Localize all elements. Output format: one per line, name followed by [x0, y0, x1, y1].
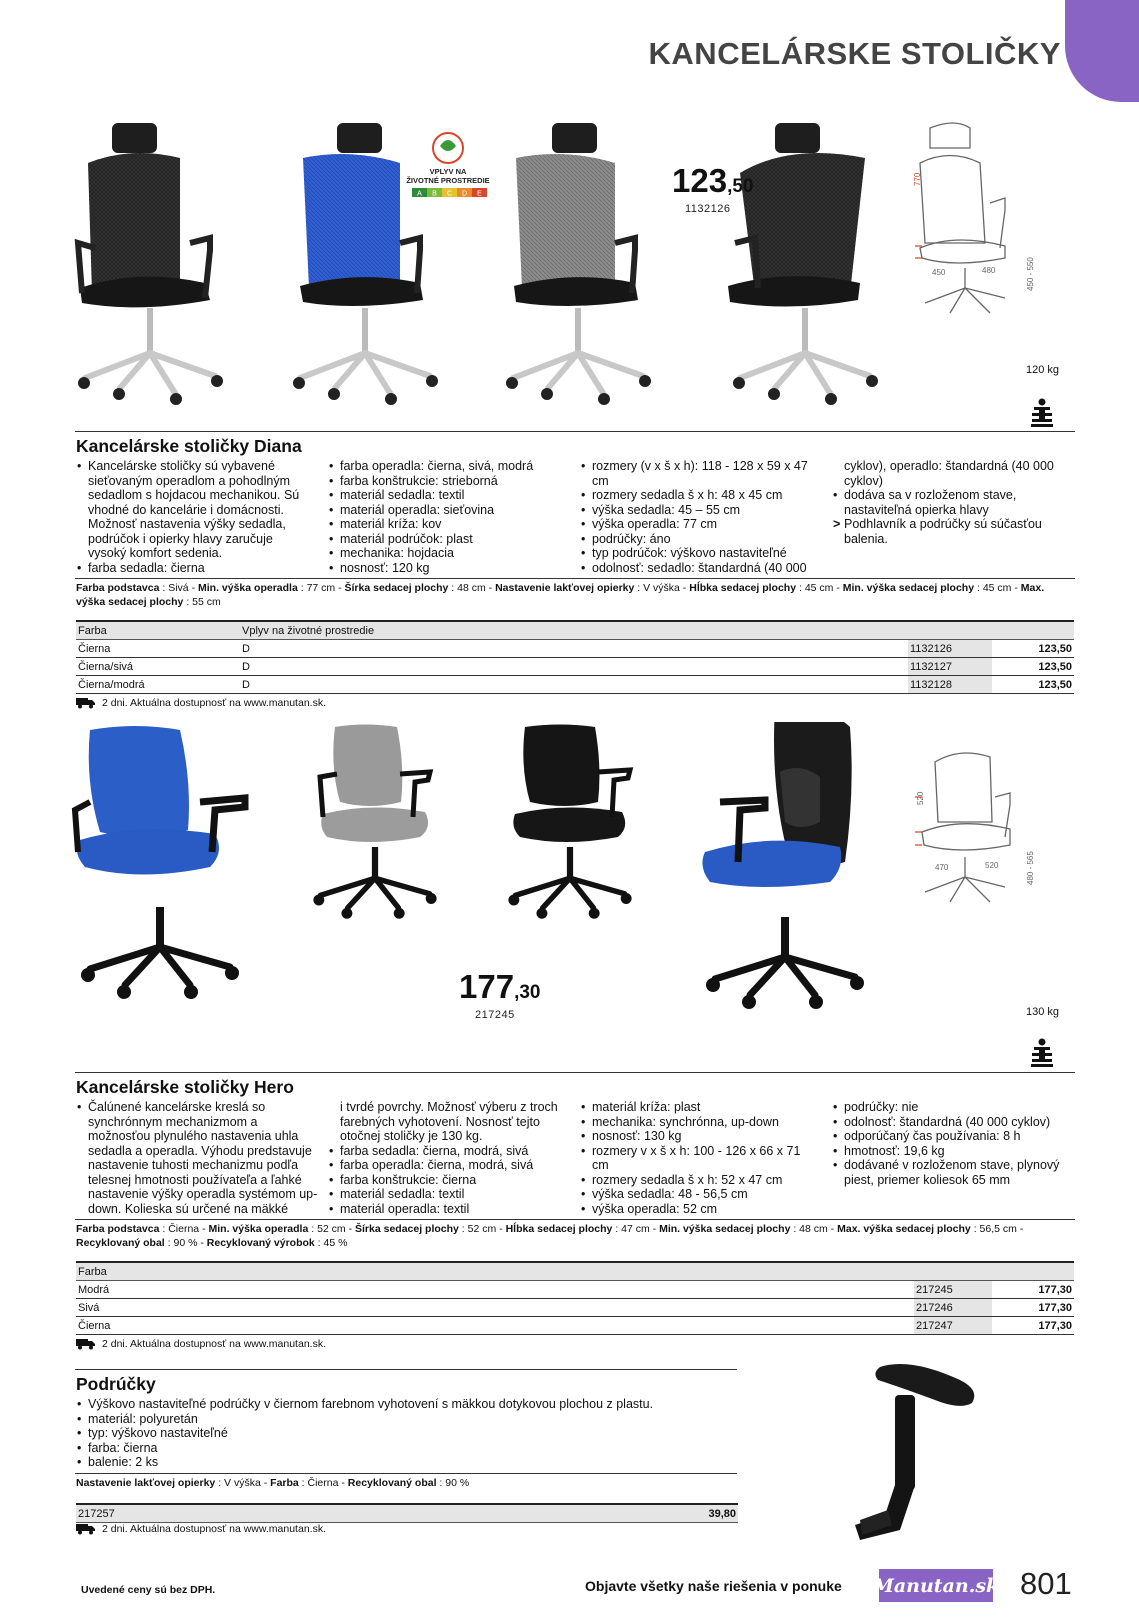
hero-weight-label: 130 kg	[1026, 1006, 1060, 1018]
list-item: • výška operadla: 77 cm	[580, 517, 820, 532]
hero-col3	[580, 1100, 820, 1216]
list-item: • výška operadla: 52 cm	[580, 1202, 820, 1217]
svg-text:C: C	[446, 190, 453, 198]
svg-text:ŽIVOTNÉ PROSTREDIE: ŽIVOTNÉ PROSTREDIE	[406, 176, 490, 185]
table-row[interactable]: Čierna/sivá D 1132127 123,50	[76, 658, 1074, 676]
eco-label-icon	[406, 133, 489, 198]
diana-price-table	[76, 620, 1074, 694]
table-header: Farba	[76, 1262, 1074, 1281]
diana-col4	[832, 459, 1072, 546]
table-row[interactable]: Čierna D 1132126 123,50	[76, 640, 1074, 658]
armrest-image	[840, 1355, 1000, 1555]
diana-weight-label: 120 kg	[1026, 364, 1060, 376]
delivery-truck-icon	[76, 1338, 96, 1350]
list-item: • podrúčky: áno	[580, 532, 820, 547]
hero-price-table	[76, 1261, 1074, 1335]
list-item: • dodáva sa v rozloženom stave, nastaviteľná opierka hlavy	[832, 488, 1072, 517]
list-item: • farba konštrukcie: strieborná	[328, 474, 568, 489]
section-color-tab	[1065, 0, 1139, 102]
brand-logo[interactable]: Manutan.sk	[879, 1569, 993, 1602]
svg-text:770: 770	[913, 172, 922, 186]
diana-price-code: 1132126	[685, 203, 731, 215]
page-title: KANCELÁRSKE STOLIČKY	[648, 36, 1061, 71]
delivery-truck-icon	[76, 1523, 96, 1535]
list-item-continued: cyklov), operadlo: štandardná (40 000 cyklov)	[844, 459, 1054, 488]
diana-chairs-image	[70, 118, 1050, 423]
list-item: • rozmery v x š x h: 100 - 126 x 66 x 71 cm	[580, 1144, 820, 1173]
armrests-spec-line: Nastavenie lakťovej opierky : V výška - Farba : Čierna - Recyklovaný obal : 90 %	[76, 1477, 470, 1489]
footer-cta[interactable]: Objavte všetky naše riešenia v ponuke	[585, 1578, 842, 1594]
list-item: • výška sedadla: 48 - 56,5 cm	[580, 1187, 820, 1202]
list-item: • farba sedadla: čierna, modrá, sivá	[328, 1144, 568, 1159]
list-item: • rozmery sedadla š x h: 48 x 45 cm	[580, 488, 820, 503]
list-item: • materiál operadla: textil	[328, 1202, 568, 1217]
armrests-section-title: Podrúčky	[76, 1374, 156, 1394]
diana-spec-line: Farba podstavca : Sivá - Min. výška operadla : 77 cm - Šírka sedacej plochy : 48 cm - Nastavenie lakťovej opierky : V výška - Hĺbka sedacej plochy : 45 cm - Min. výška sedacej plochy : 45 cm - Max. výška sedacej plochy : 55 cm	[76, 582, 1045, 608]
divider	[75, 1072, 1075, 1073]
svg-text:A: A	[417, 190, 422, 198]
diana-section-title: Kancelárske stoličky Diana	[76, 436, 302, 456]
list-item: • materiál sedadla: textil	[328, 488, 568, 503]
list-item: • Kancelárske stoličky sú vybavené sieťovaným operadlom a pohodlným sedadlom s hojdacou mechanikou. Sú vhodné do kancelárie i domácnosti. Možnosť nastavenia výšky sedadla, podrúčok i opierky hlavy zaručuje vysoký komfort sedenia.	[76, 459, 314, 561]
list-item: • rozmery (v x š x h): 118 - 128 x 59 x 47 cm	[580, 459, 820, 488]
hero-col4	[832, 1100, 1072, 1187]
list-item: • odporúčaný čas používania: 8 h	[832, 1129, 1072, 1144]
list-item: • materiál operadla: sieťovina	[328, 503, 568, 518]
table-row[interactable]: Čierna 217247 177,30	[76, 1317, 1074, 1335]
hero-price: 177,30	[459, 968, 541, 1005]
hero-price-code: 217245	[475, 1009, 515, 1021]
hero-chairs-image	[70, 722, 1050, 1062]
list-item: • rozmery sedadla š x h: 52 x 47 cm	[580, 1173, 820, 1188]
divider	[75, 1219, 1075, 1220]
list-item: • výška sedadla: 45 – 55 cm	[580, 503, 820, 518]
list-item: • typ: výškovo nastaviteľné	[76, 1426, 736, 1441]
armrests-list	[76, 1397, 736, 1470]
hero-spec-line: Farba podstavca : Čierna - Min. výška operadla : 52 cm - Šírka sedacej plochy : 52 cm - Hĺbka sedacej plochy : 47 cm - Min. výška sedacej plochy : 48 cm - Max. výška sedacej plochy : 56,5 cm - Recyklovaný obal : 90 % - Recyklovaný výrobok : 45 %	[76, 1223, 1024, 1249]
hero-availability: 2 dni. Aktuálna dostupnosť na www.manutan.sk.	[76, 1338, 326, 1350]
list-item: • farba operadla: čierna, sivá, modrá	[328, 459, 568, 474]
table-header: Farba Vplyv na životné prostredie	[76, 621, 1074, 640]
list-item: • mechanika: hojdacia	[328, 546, 568, 561]
svg-text:VPLYV NA: VPLYV NA	[429, 167, 467, 176]
page-number: 801	[1020, 1566, 1072, 1601]
svg-text:450: 450	[932, 268, 946, 277]
table-row[interactable]: Modrá 217245 177,30	[76, 1281, 1074, 1299]
diana-availability: 2 dni. Aktuálna dostupnosť na www.manutan.sk.	[76, 697, 326, 709]
hero-section-title: Kancelárske stoličky Hero	[76, 1077, 294, 1097]
table-row[interactable]: 217257 39,80	[76, 1504, 738, 1523]
svg-text:480: 480	[982, 266, 996, 275]
list-item: • nosnosť: 130 kg	[580, 1129, 820, 1144]
list-item: • farba sedadla: čierna	[76, 561, 314, 576]
list-item-continued: i tvrdé povrchy. Možnosť výberu z troch farebných vyhotovení. Nosnosť tejto otočnej stoličky je 130 kg.	[340, 1100, 558, 1143]
weight-capacity-icon	[1031, 1038, 1053, 1068]
list-item: • odolnosť: sedadlo: štandardná (40 000	[580, 561, 820, 576]
divider	[75, 578, 1075, 579]
list-item: • materiál sedadla: textil	[328, 1187, 568, 1202]
hero-col1	[76, 1100, 320, 1216]
svg-text:480 - 565: 480 - 565	[1026, 851, 1035, 885]
hero-col2	[328, 1100, 568, 1216]
diana-col3	[580, 459, 820, 575]
list-item: • mechanika: synchrónna, up-down	[580, 1115, 820, 1130]
list-item-highlight: > Podhlavník a podrúčky sú súčasťou balenia.	[832, 517, 1072, 546]
divider	[75, 431, 1075, 432]
list-item: • materiál kríža: plast	[580, 1100, 820, 1115]
list-item: • farba: čierna	[76, 1441, 736, 1456]
svg-text:450 - 550: 450 - 550	[1026, 257, 1035, 291]
list-item: • materiál podrúčok: plast	[328, 532, 568, 547]
armrests-availability: 2 dni. Aktuálna dostupnosť na www.manutan.sk.	[76, 1523, 326, 1535]
svg-text:520: 520	[916, 791, 925, 805]
list-item: • farba operadla: čierna, modrá, sivá	[328, 1158, 568, 1173]
weight-capacity-icon	[1031, 398, 1053, 428]
diana-col1	[76, 459, 314, 575]
armrests-price-table	[76, 1503, 738, 1523]
delivery-truck-icon	[76, 697, 96, 709]
divider	[75, 1473, 737, 1474]
table-row[interactable]: Sivá 217246 177,30	[76, 1299, 1074, 1317]
footer-note: Uvedené ceny sú bez DPH.	[81, 1584, 216, 1596]
list-item: • odolnosť: štandardná (40 000 cyklov)	[832, 1115, 1072, 1130]
svg-text:470: 470	[935, 863, 949, 872]
svg-text:B: B	[432, 190, 437, 198]
list-item: • hmotnosť: 19,6 kg	[832, 1144, 1072, 1159]
diana-price: 123,50	[672, 162, 754, 199]
table-row[interactable]: Čierna/modrá D 1132128 123,50	[76, 676, 1074, 694]
svg-text:E: E	[477, 190, 482, 198]
diana-col2	[328, 459, 568, 575]
list-item: • Výškovo nastaviteľné podrúčky v čiernom farebnom vyhotovení s mäkkou dotykovou plochou z plastu.	[76, 1397, 736, 1412]
divider	[75, 1369, 737, 1370]
list-item: • farba konštrukcie: čierna	[328, 1173, 568, 1188]
list-item: • balenie: 2 ks	[76, 1455, 736, 1470]
list-item: • materiál kríža: kov	[328, 517, 568, 532]
list-item: • dodávané v rozloženom stave, plynový piest, priemer koliesok 65 mm	[832, 1158, 1072, 1187]
list-item: • podrúčky: nie	[832, 1100, 1072, 1115]
svg-text:D: D	[461, 190, 468, 198]
list-item: • typ podrúčok: výškovo nastaviteľné	[580, 546, 820, 561]
list-item: • Čalúnené kancelárske kreslá so synchrónnym mechanizmom a možnosťou plynulého nastavenia uhla sedadla a operadla. Výhodu predstavuje nastavenie tuhosti mechanizmu podľa telesnej hmotnosti používateľa a ľahké nastavenie výšky operadla systémom up-down. Kolieska sú určené na mäkké	[76, 1100, 320, 1216]
list-item: • nosnosť: 120 kg	[328, 561, 568, 576]
list-item: • materiál: polyuretán	[76, 1412, 736, 1427]
svg-text:520: 520	[985, 861, 999, 870]
